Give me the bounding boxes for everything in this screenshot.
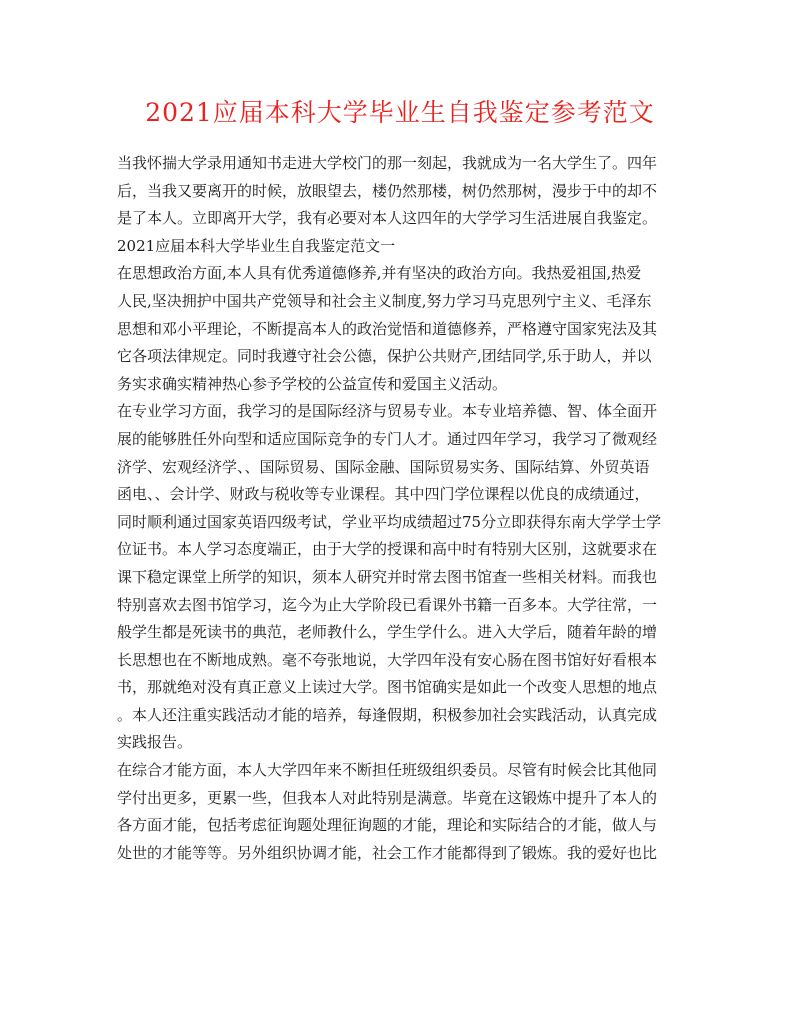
text-line: 特别喜欢去图书馆学习，迄今为止大学阶段已看课外书籍一百多本。大学往常，一	[117, 595, 658, 614]
text-line: 在思想政治方面,本人具有优秀道德修养,并有坚决的政治方向。我热爱祖国,热爱	[117, 264, 642, 283]
text-line: 同时顺利通过国家英语四级考试，学业平均成绩超过75分立即获得东南大学学士学	[117, 512, 662, 531]
text-line: 。本人还注重实践活动才能的培养，每逢假期，积极参加社会实践活动，认真完成	[117, 705, 658, 724]
document-title: 2021应届本科大学毕业生自我鉴定参考范文	[145, 98, 655, 127]
text-line: 济学、宏观经济学、、国际贸易、国际金融、国际贸易实务、国际结算、外贸英语	[117, 457, 650, 476]
text-line: 各方面才能，包括考虑征询题处理征询题的才能，理论和实际结合的才能，做人与	[117, 816, 658, 835]
text-line: 人民,坚决拥护中国共产党领导和社会主义制度,努力学习马克思列宁主义、毛泽东	[117, 291, 652, 310]
text-line: 书，那就绝对没有真正意义上读过大学。图书馆确实是如此一个改变人思想的地点	[117, 678, 658, 697]
text-line: 是了本人。立即离开大学，我有必要对本人这四年的大学学习生活进展自我鉴定。	[117, 209, 658, 228]
text-line: 学付出更多，更累一些，但我本人对此特别是满意。毕竟在这锻炼中提升了本人的	[117, 788, 658, 807]
text-line: 它各项法律规定。同时我遵守社会公德，保护公共财产,团结同学,乐于助人，并以	[117, 347, 652, 366]
text-line: 在专业学习方面，我学习的是国际经济与贸易专业。本专业培养德、智、体全面开	[117, 402, 658, 421]
text-line: 在综合才能方面，本人大学四年来不断担任班级组织委员。尽管有时候会比其他同	[117, 761, 658, 780]
text-line: 当我怀揣大学录用通知书走进大学校门的那一刻起，我就成为一名大学生了。四年	[117, 154, 658, 172]
text-line: 长思想也在不断地成熟。毫不夸张地说，大学四年没有安心肠在图书馆好好看根本	[117, 650, 658, 669]
text-line: 课下稳定课堂上所学的知识，须本人研究并时常去图书馆查一些相关材料。而我也	[117, 567, 658, 586]
text-line: 般学生都是死读书的典范，老师教什么，学生学什么。进入大学后，随着年龄的增	[117, 623, 658, 642]
text-line: 思想和邓小平理论，不断提高本人的政治觉悟和道德修养，严格遵守国家宪法及其	[117, 319, 658, 338]
text-line: 函电、、会计学、财政与税收等专业课程。其中四门学位课程以优良的成绩通过，	[117, 485, 650, 504]
text-line: 处世的才能等等。另外组织协调才能，社会工作才能都得到了锻炼。我的爱好也比	[117, 843, 658, 862]
text-line: 实践报告。	[117, 733, 193, 752]
document-body	[117, 150, 687, 867]
text-line: 2021应届本科大学毕业生自我鉴定范文一	[117, 236, 396, 255]
text-line: 务实求确实精神热心参予学校的公益宣传和爱国主义活动。	[117, 374, 508, 393]
text-line: 展的能够胜任外向型和适应国际竞争的专门人才。通过四年学习，我学习了微观经	[117, 429, 658, 448]
text-line: 位证书。本人学习态度端正，由于大学的授课和高中时有特别大区别，这就要求在	[117, 540, 658, 559]
text-line: 后，当我又要离开的时候，放眼望去，楼仍然那楼，树仍然那树，漫步于中的却不	[117, 181, 658, 200]
